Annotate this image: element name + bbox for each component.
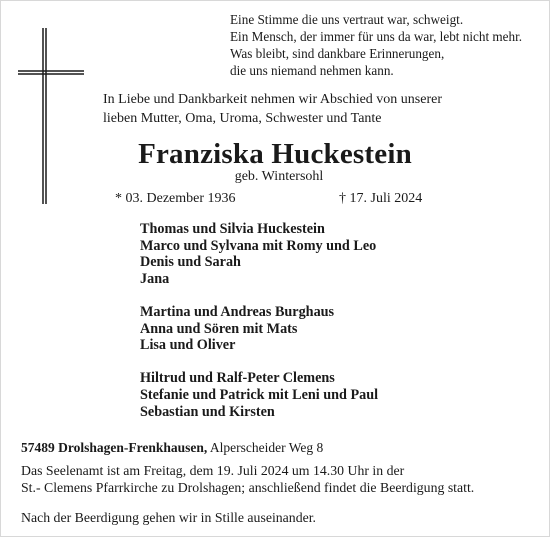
- mourner-line: Stefanie und Patrick mit Leni und Paul: [140, 386, 379, 403]
- address-place: 57489 Drolshagen-Frenkhausen,: [21, 440, 208, 455]
- poem-line: Eine Stimme die uns vertraut war, schweigt.: [230, 12, 464, 27]
- death-date: † 17. Juli 2024: [339, 191, 423, 206]
- poem: [230, 11, 522, 79]
- mourner-line: Anna und Sören mit Mats: [140, 320, 298, 337]
- intro-text: [103, 90, 442, 128]
- intro-line: In Liebe und Dankbarkeit nehmen wir Abschied von unserer: [103, 92, 443, 107]
- mourner-line: Hiltrud und Ralf-Peter Clemens: [140, 370, 335, 387]
- mourner-line: Martina und Andreas Burghaus: [140, 303, 335, 320]
- mourner-line: Marco und Sylvana mit Romy und Leo: [140, 237, 377, 254]
- mourner-group: [140, 304, 378, 354]
- mourner-line: Jana: [140, 270, 170, 287]
- mourners-list: [140, 221, 378, 437]
- service-line: Das Seelenamt ist am Freitag, dem 19. Juli 2024 um 14.30 Uhr in der: [21, 463, 405, 478]
- birth-date: * 03. Dezember 1936: [115, 191, 236, 206]
- mourner-line: Denis und Sarah: [140, 254, 241, 271]
- mourning-address: [21, 440, 323, 456]
- mourner-group: [140, 221, 378, 287]
- birth-name: geb. Wintersohl: [234, 169, 324, 184]
- mourner-line: Thomas und Silvia Huckestein: [140, 221, 325, 237]
- closing-note: Nach der Beerdigung gehen wir in Stille auseinander.: [21, 510, 317, 525]
- address-street: Alperscheider Weg 8: [209, 440, 324, 455]
- intro-line: lieben Mutter, Oma, Uroma, Schwester und Tante: [103, 111, 382, 126]
- mourner-line: Sebastian und Kirsten: [140, 403, 275, 420]
- service-line: St.- Clemens Pfarrkirche zu Drolshagen; anschließend findet die Beerdigung statt.: [21, 480, 475, 495]
- mourner-line: Lisa und Oliver: [140, 337, 236, 354]
- poem-line: die uns niemand nehmen kann.: [230, 63, 394, 78]
- deceased-name: Franziska Huckestein: [138, 138, 412, 170]
- mourner-group: [140, 370, 378, 420]
- poem-line: Ein Mensch, der immer für uns da war, lebt nicht mehr.: [230, 29, 523, 44]
- service-notice: [21, 462, 474, 496]
- poem-line: Was bleibt, sind dankbare Erinnerungen,: [230, 46, 445, 61]
